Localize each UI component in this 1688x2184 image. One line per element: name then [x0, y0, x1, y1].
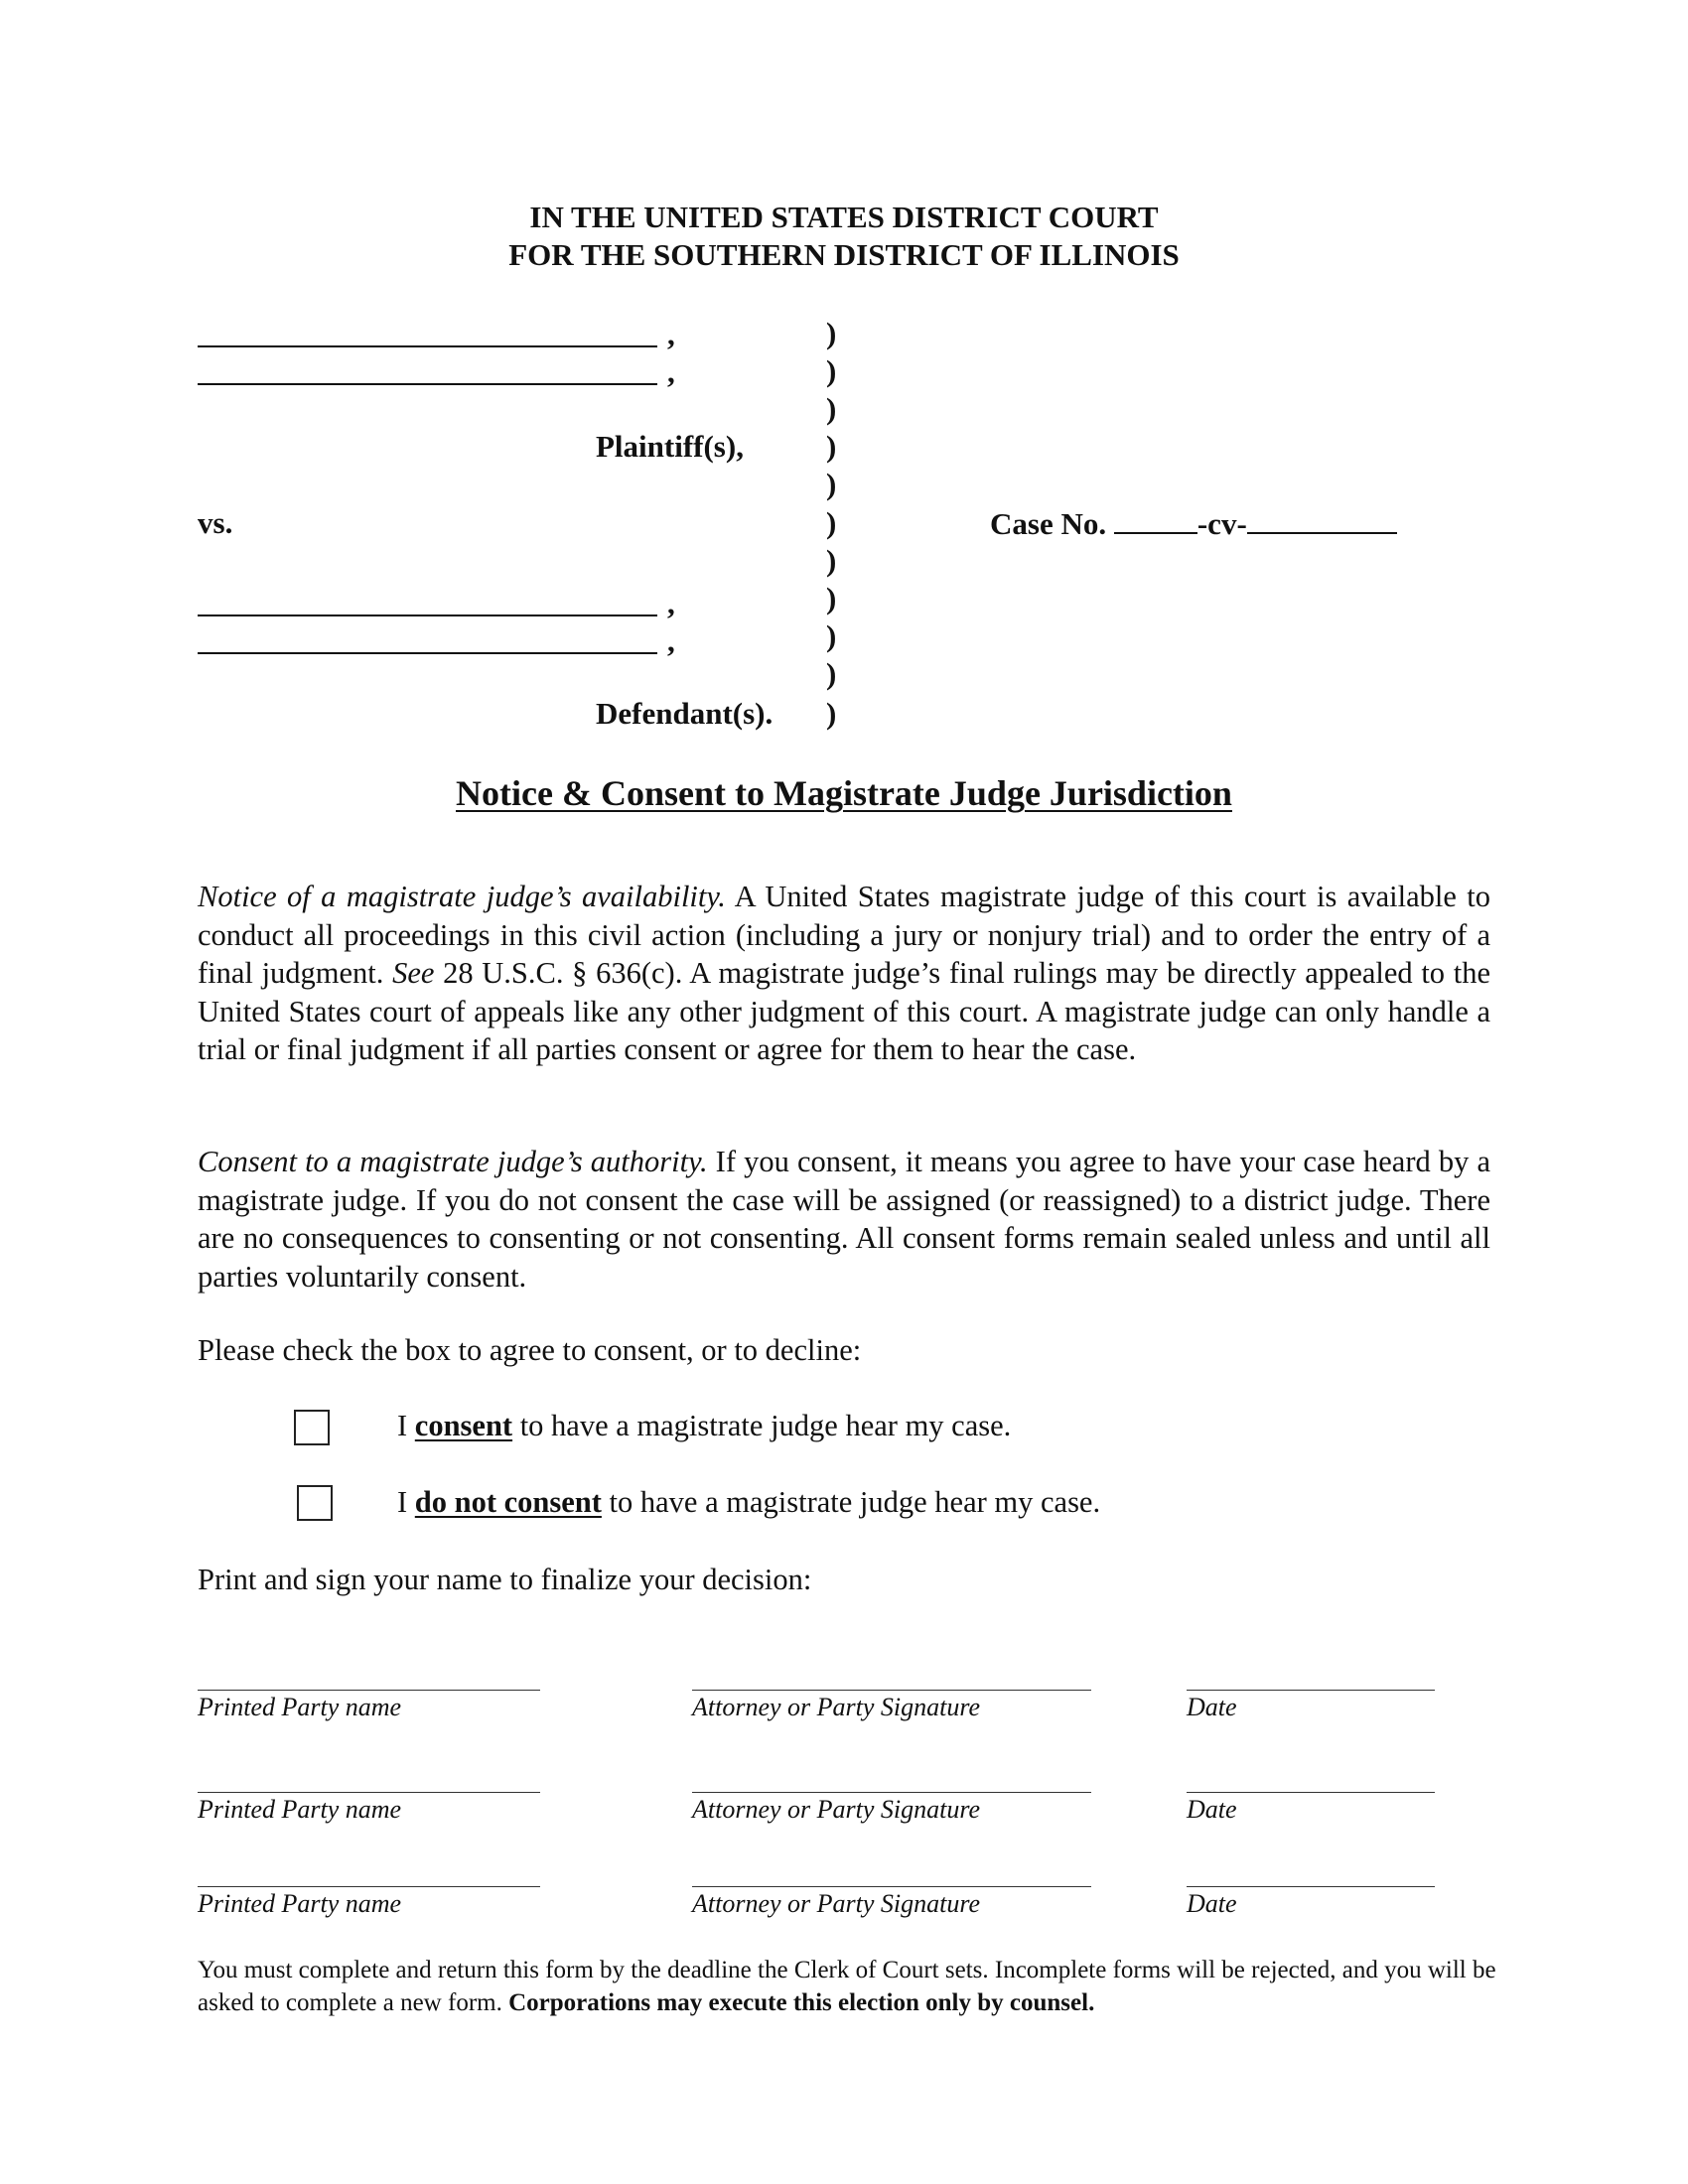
notice-paragraph [198, 878, 1490, 1069]
plaintiff-name-field-2[interactable] [198, 353, 657, 385]
court-name-line1: IN THE UNITED STATES DISTRICT COURT [529, 200, 1159, 234]
signature-field[interactable] [692, 1886, 1091, 1887]
option-prefix: I [397, 1409, 415, 1442]
signature-label: Attorney or Party Signature [692, 1795, 981, 1824]
caption-paren: ) [826, 618, 837, 653]
consent-option-label [397, 1407, 1011, 1444]
option-prefix: I [397, 1485, 415, 1519]
case-type: -cv- [1196, 506, 1247, 541]
form-title-text: Notice & Consent to Magistrate Judge Jurisdiction [456, 773, 1232, 813]
printed-name-field[interactable] [198, 1690, 540, 1691]
date-label: Date [1187, 1795, 1237, 1824]
printed-name-label: Printed Party name [198, 1693, 402, 1721]
do-not-consent-keyword: do not consent [414, 1485, 602, 1519]
comma: , [667, 586, 675, 620]
printed-name-label: Printed Party name [198, 1889, 402, 1918]
case-number-field[interactable] [1247, 504, 1397, 534]
date-label: Date [1187, 1693, 1237, 1721]
plaintiff-name-field-1[interactable] [198, 316, 657, 347]
vs-label: vs. [198, 505, 233, 540]
date-label: Date [1187, 1889, 1237, 1918]
consent-keyword: consent [414, 1409, 513, 1442]
defendants-label: Defendant(s). [596, 696, 774, 731]
notice-see: See [392, 956, 435, 990]
caption-paren: ) [826, 505, 837, 540]
form-title [0, 772, 1688, 814]
caption-paren: ) [826, 543, 837, 578]
consent-text: If you consent, it means you agree to have your case heard by a magistrate judge. If you do not consent the case will be assigned (or reassigned) to a district judge. There are no consequences to consenting or not consenting. All consent forms remain sealed unless and until all parties voluntarily consent. [198, 1145, 1490, 1294]
consent-lead: Consent to a magistrate judge’s authority. [198, 1145, 708, 1178]
signature-field[interactable] [692, 1690, 1091, 1691]
do-not-consent-option-label [397, 1483, 1100, 1521]
footer-note [198, 1954, 1498, 2019]
caption-paren: ) [826, 429, 837, 464]
printed-name-label: Printed Party name [198, 1795, 402, 1824]
do-not-consent-checkbox[interactable] [297, 1485, 333, 1521]
notice-text-a: A United States magistrate judge of this court is available to conduct all proceedings in this civil action (including a jury or nonjury trial) and to order the entry of a final judgment. [198, 880, 1491, 990]
printed-name-field[interactable] [198, 1792, 540, 1793]
date-field[interactable] [1187, 1690, 1435, 1691]
sign-instruction: Print and sign your name to finalize your decision: [198, 1563, 812, 1596]
notice-text-b: 28 U.S.C. § 636(c). A magistrate judge’s final rulings may be directly appealed to the United States court of appeals like any other judgment of this court. A magistrate judge can only handle a trial or final judgment if all parties consent or agree for them to hear the case. [198, 956, 1490, 1066]
defendant-name-field-2[interactable] [198, 622, 657, 654]
court-name-line2: FOR THE SOUTHERN DISTRICT OF ILLINOIS [508, 237, 1180, 272]
consent-checkbox[interactable] [294, 1410, 330, 1445]
caption-paren: ) [826, 353, 837, 388]
option-suffix: to have a magistrate judge hear my case. [601, 1485, 1101, 1519]
printed-name-field[interactable] [198, 1886, 540, 1887]
checkbox-instruction: Please check the box to agree to consent, or to decline: [198, 1333, 862, 1367]
signature-field[interactable] [692, 1792, 1091, 1793]
notice-lead: Notice of a magistrate judge’s availability. [198, 880, 726, 913]
date-field[interactable] [1187, 1886, 1435, 1887]
case-year-field[interactable] [1114, 504, 1197, 534]
case-number [990, 504, 1397, 543]
footer-text: You must complete and return this form by the deadline the Clerk of Court sets. Incomplete forms will be rejected, and you will be asked to complete a new form. [198, 1957, 1496, 2016]
plaintiffs-label: Plaintiff(s), [596, 429, 744, 464]
signature-label: Attorney or Party Signature [692, 1693, 981, 1721]
comma: , [667, 354, 675, 389]
defendant-name-field-1[interactable] [198, 585, 657, 616]
comma: , [667, 623, 675, 658]
caption-paren: ) [826, 467, 837, 501]
caption-paren: ) [826, 696, 837, 731]
caption-paren: ) [826, 656, 837, 691]
caption-paren: ) [826, 316, 837, 350]
case-no-label: Case No. [990, 506, 1107, 541]
option-suffix: to have a magistrate judge hear my case. [512, 1409, 1012, 1442]
footer-bold-text: Corporations may execute this election only by counsel. [508, 1989, 1095, 2016]
caption-paren: ) [826, 581, 837, 615]
caption-paren: ) [826, 391, 837, 426]
signature-label: Attorney or Party Signature [692, 1889, 981, 1918]
date-field[interactable] [1187, 1792, 1435, 1793]
comma: , [667, 317, 675, 351]
consent-paragraph [198, 1143, 1490, 1296]
